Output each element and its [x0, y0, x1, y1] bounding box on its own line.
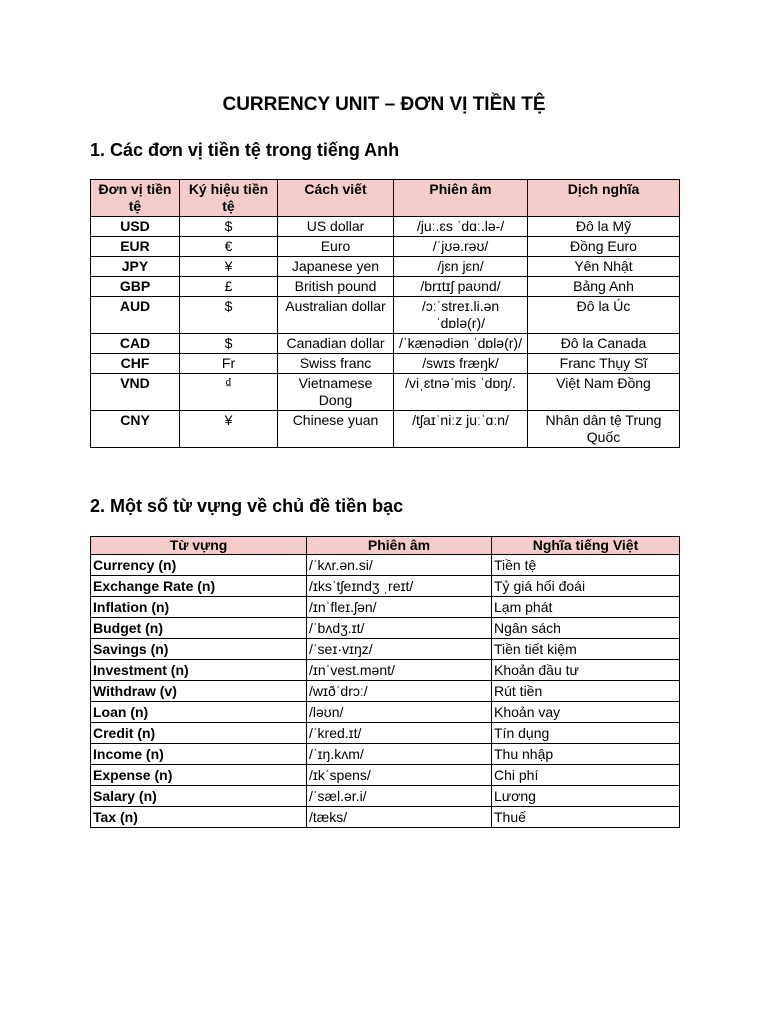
vocab-pronunciation: /ˈseɪ·vɪŋz/: [307, 639, 492, 660]
vocab-meaning: Khoản đầu tư: [492, 660, 680, 681]
table-row: [91, 555, 680, 576]
table-row: [91, 618, 680, 639]
table-row: [91, 576, 680, 597]
currency-translation: Đô la Mỹ: [528, 217, 680, 237]
section-heading-currencies: 1. Các đơn vị tiền tệ trong tiếng Anh: [90, 140, 400, 160]
table-row: [91, 723, 680, 744]
currency-code: EUR: [91, 237, 180, 257]
currency-translation: Bảng Anh: [528, 277, 680, 297]
table-row: [91, 744, 680, 765]
currency-pronunciation: /ˈjʊə.rəʊ/: [394, 237, 528, 257]
column-header: Ký hiệu tiền tệ: [180, 180, 278, 217]
currency-symbol: ₫: [180, 374, 278, 411]
vocab-pronunciation: /ˈbʌdʒ.ɪt/: [307, 618, 492, 639]
vocab-meaning: Tỷ giá hối đoái: [492, 576, 680, 597]
currency-translation: Nhân dân tệ Trung Quốc: [528, 411, 680, 448]
vocab-term: Income (n): [91, 744, 307, 765]
currency-pronunciation: /brɪtɪʃ paʊnd/: [394, 277, 528, 297]
currency-code: CAD: [91, 334, 180, 354]
currency-pronunciation: /viˌɛtnəˈmis ˈdɒŋ/.: [394, 374, 528, 411]
vocab-term: Inflation (n): [91, 597, 307, 618]
section-heading-vocabulary: 2. Một số từ vựng về chủ đề tiền bạc: [90, 496, 404, 516]
vocab-pronunciation: /ɪksˈtʃeɪndʒ ˌreɪt/: [307, 576, 492, 597]
currency-symbol: Fr: [180, 354, 278, 374]
vocab-term: Loan (n): [91, 702, 307, 723]
table-row: [91, 702, 680, 723]
currency-code: GBP: [91, 277, 180, 297]
column-header: Cách viết: [278, 180, 394, 217]
vocab-meaning: Tiền tiết kiệm: [492, 639, 680, 660]
vocab-meaning: Lạm phát: [492, 597, 680, 618]
column-header: Phiên âm: [307, 537, 492, 555]
currency-symbol: $: [180, 297, 278, 334]
currency-translation: Đô la Úc: [528, 297, 680, 334]
currency-translation: Đô la Canada: [528, 334, 680, 354]
table-header-row: [91, 537, 680, 555]
vocab-term: Expense (n): [91, 765, 307, 786]
vocab-term: Exchange Rate (n): [91, 576, 307, 597]
table-header-row: [91, 180, 680, 217]
table-row: [91, 354, 680, 374]
currency-pronunciation: /ˈkænədiən ˈdɒlə(r)/: [394, 334, 528, 354]
currency-table: [90, 179, 680, 448]
column-header: Dịch nghĩa: [528, 180, 680, 217]
vocab-meaning: Thuế: [492, 807, 680, 828]
vocab-meaning: Khoản vay: [492, 702, 680, 723]
currency-name: Japanese yen: [278, 257, 394, 277]
currency-symbol: £: [180, 277, 278, 297]
vocab-meaning: Tín dụng: [492, 723, 680, 744]
currency-code: VND: [91, 374, 180, 411]
vocab-pronunciation: /ˈkʌr.ən.si/: [307, 555, 492, 576]
currency-name: Australian dollar: [278, 297, 394, 334]
vocab-pronunciation: /ləʊn/: [307, 702, 492, 723]
currency-name: Canadian dollar: [278, 334, 394, 354]
currency-symbol: €: [180, 237, 278, 257]
vocab-meaning: Chi phí: [492, 765, 680, 786]
vocab-pronunciation: /ɪkˈspens/: [307, 765, 492, 786]
currency-name: Vietnamese Dong: [278, 374, 394, 411]
vocab-pronunciation: /ˈsæl.ər.i/: [307, 786, 492, 807]
table-row: [91, 807, 680, 828]
currency-code: CHF: [91, 354, 180, 374]
table-row: [91, 681, 680, 702]
vocab-pronunciation: /wɪðˈdrɔː/: [307, 681, 492, 702]
currency-pronunciation: /jɛn jɛn/: [394, 257, 528, 277]
table-row: [91, 639, 680, 660]
table-row: [91, 411, 680, 448]
table-row: [91, 297, 680, 334]
vocab-term: Savings (n): [91, 639, 307, 660]
vocab-meaning: Lương: [492, 786, 680, 807]
vocab-pronunciation: /ɪnˈfleɪ.ʃən/: [307, 597, 492, 618]
vocab-meaning: Ngân sách: [492, 618, 680, 639]
column-header: Từ vựng: [91, 537, 307, 555]
vocab-term: Credit (n): [91, 723, 307, 744]
currency-symbol: $: [180, 334, 278, 354]
currency-name: Chinese yuan: [278, 411, 394, 448]
column-header: Đơn vị tiền tệ: [91, 180, 180, 217]
vocab-meaning: Rút tiền: [492, 681, 680, 702]
currency-symbol: $: [180, 217, 278, 237]
currency-pronunciation: /juː.ɛs ˈdɑː.lə-/: [394, 217, 528, 237]
vocab-meaning: Tiền tệ: [492, 555, 680, 576]
currency-translation: Franc Thụy Sĩ: [528, 354, 680, 374]
vocab-term: Investment (n): [91, 660, 307, 681]
table-row: [91, 597, 680, 618]
vocab-pronunciation: /tæks/: [307, 807, 492, 828]
table-row: [91, 237, 680, 257]
currency-symbol: ¥: [180, 411, 278, 448]
table-row: [91, 217, 680, 237]
page-title: CURRENCY UNIT – ĐƠN VỊ TIỀN TỆ: [222, 94, 546, 115]
vocabulary-table: [90, 536, 680, 828]
currency-code: USD: [91, 217, 180, 237]
vocab-term: Salary (n): [91, 786, 307, 807]
currency-symbol: ¥: [180, 257, 278, 277]
table-row: [91, 765, 680, 786]
currency-translation: Việt Nam Đồng: [528, 374, 680, 411]
currency-translation: Yên Nhật: [528, 257, 680, 277]
table-row: [91, 786, 680, 807]
vocab-meaning: Thu nhập: [492, 744, 680, 765]
table-row: [91, 334, 680, 354]
currency-pronunciation: /swɪs fræŋk/: [394, 354, 528, 374]
currency-code: AUD: [91, 297, 180, 334]
table-row: [91, 257, 680, 277]
currency-name: Swiss franc: [278, 354, 394, 374]
vocab-term: Currency (n): [91, 555, 307, 576]
column-header: Phiên âm: [394, 180, 528, 217]
currency-pronunciation: /ɔːˈstreɪ.li.ən ˈdɒlə(r)/: [394, 297, 528, 334]
currency-name: Euro: [278, 237, 394, 257]
table-row: [91, 277, 680, 297]
currency-name: US dollar: [278, 217, 394, 237]
column-header: Nghĩa tiếng Việt: [492, 537, 680, 555]
vocab-term: Withdraw (v): [91, 681, 307, 702]
vocab-term: Budget (n): [91, 618, 307, 639]
vocab-term: Tax (n): [91, 807, 307, 828]
currency-name: British pound: [278, 277, 394, 297]
currency-pronunciation: /tʃaɪˈniːz juːˈɑːn/: [394, 411, 528, 448]
currency-translation: Đồng Euro: [528, 237, 680, 257]
currency-code: CNY: [91, 411, 180, 448]
table-row: [91, 660, 680, 681]
vocab-pronunciation: /ˈɪŋ.kʌm/: [307, 744, 492, 765]
vocab-pronunciation: /ɪnˈvest.mənt/: [307, 660, 492, 681]
table-row: [91, 374, 680, 411]
currency-code: JPY: [91, 257, 180, 277]
vocab-pronunciation: /ˈkred.ɪt/: [307, 723, 492, 744]
